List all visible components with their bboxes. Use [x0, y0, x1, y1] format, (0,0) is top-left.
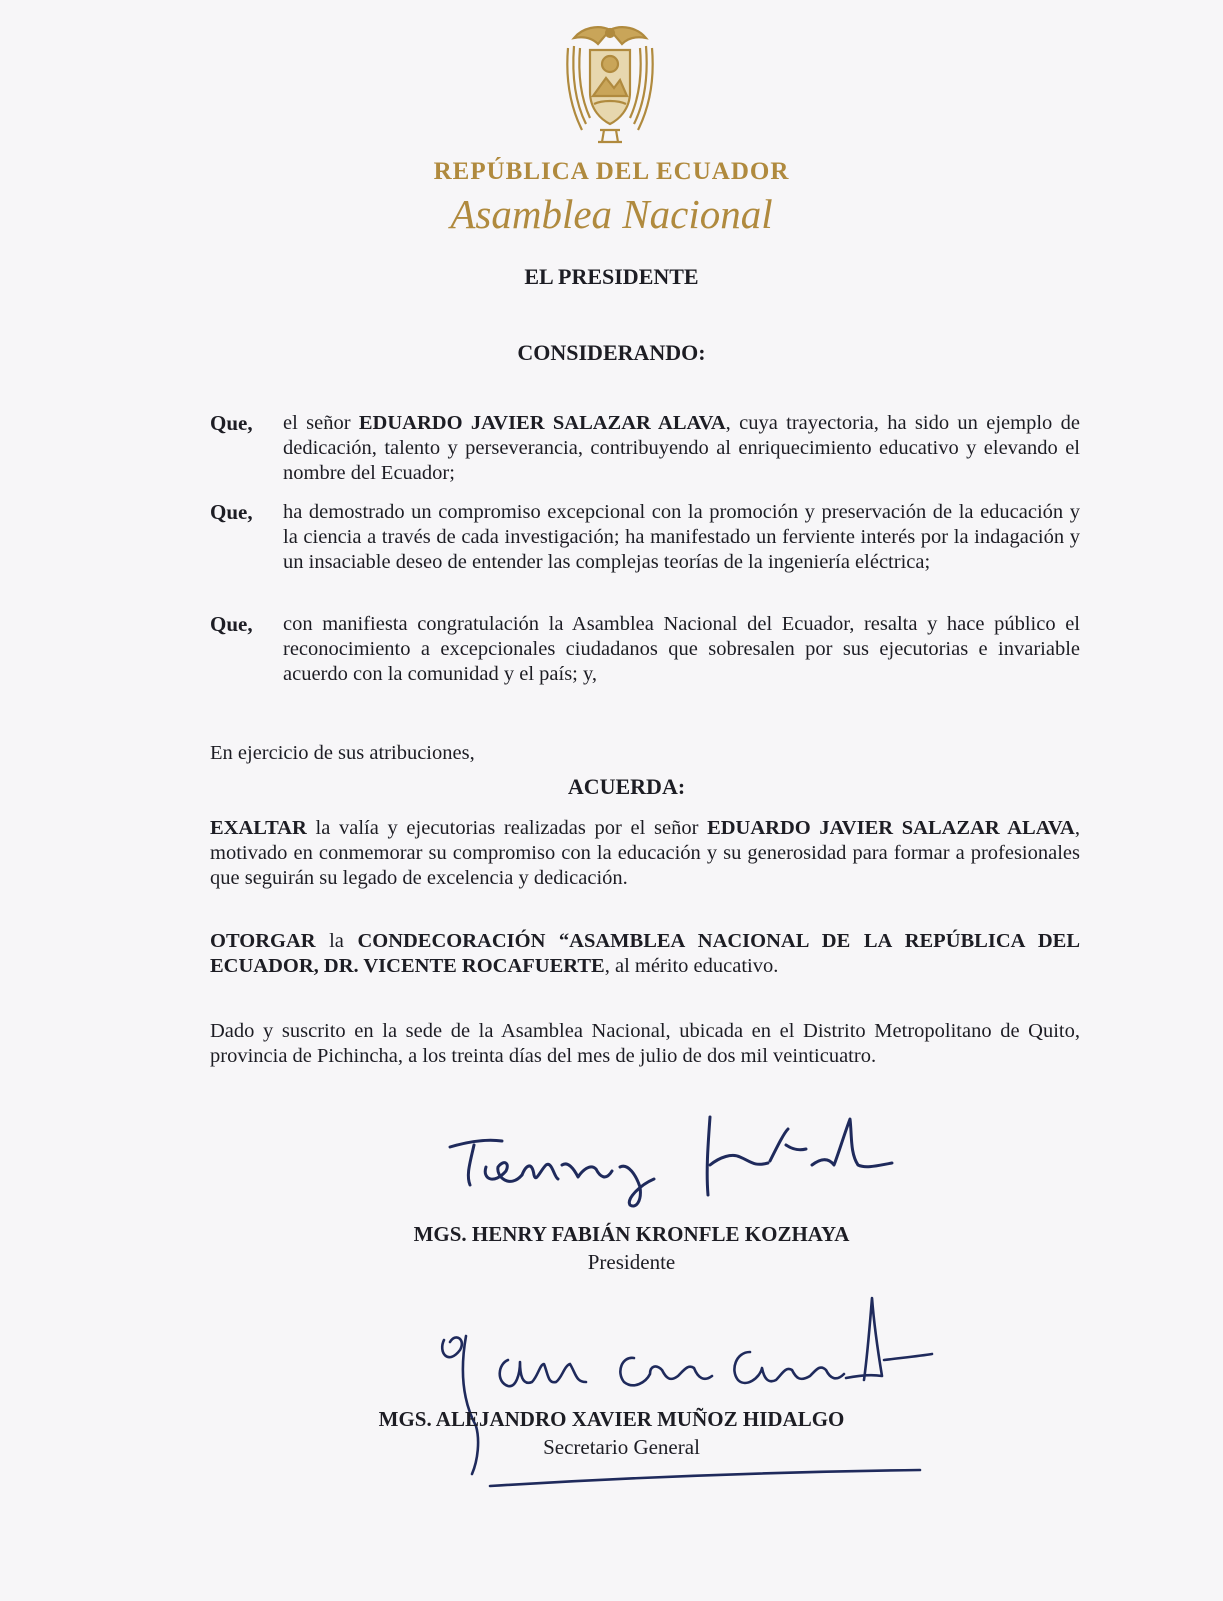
assembly-title: Asamblea Nacional — [450, 191, 773, 237]
president-name: MGS. HENRY FABIÁN KRONFLE KOZHAYA — [413, 1222, 850, 1246]
secretary-role: Secretario General — [543, 1435, 700, 1459]
exaltar-pre: la valía y ejecutorias realizadas por el señor — [306, 817, 708, 839]
exaltar-verb: EXALTAR — [210, 817, 307, 839]
considerando-heading: CONSIDERANDO: — [517, 340, 706, 365]
secretary-name: MGS. ALEJANDRO XAVIER MUÑOZ HIDALGO — [378, 1407, 845, 1431]
secretary-signature — [420, 1290, 940, 1490]
clause-text: con manifiesta congratulación la Asamblea Nacional del Ecuador, resalta y hace público el reconocimiento a excepcionales ciudadanos que sobresalen por sus ejecutorias e invariable acuerdo con la comunidad y el país; y, — [283, 613, 1080, 685]
otorgar-post: , al mérito educativo. — [604, 955, 779, 977]
clause-text-pre: el señor — [283, 412, 359, 434]
president-signature — [440, 1105, 920, 1215]
coat-of-arms-icon — [560, 22, 660, 147]
clause-3 — [210, 612, 1080, 687]
otorgar-verb: OTORGAR — [210, 930, 316, 952]
clause-label: Que, — [210, 500, 253, 524]
ejercicio-line: En ejercicio de sus atribuciones, — [210, 742, 475, 764]
clause-text: ha demostrado un compromiso excepcional con la promoción y preservación de la educación y la ciencia a través de cada investigación; ha manifestado un ferviente interés por la indagación y un insaciable deseo de entender las complejas teorías de la ingeniería eléctrica; — [283, 501, 1080, 573]
clause-2 — [210, 500, 1080, 575]
clause-label: Que, — [210, 411, 253, 435]
clause-text — [283, 411, 1080, 486]
exaltar-paragraph — [210, 816, 1080, 891]
clause-1 — [210, 411, 1080, 486]
republic-title: REPÚBLICA DEL ECUADOR — [433, 158, 790, 185]
honoree-name: EDUARDO JAVIER SALAZAR ALAVA — [358, 412, 726, 434]
acuerda-heading: ACUERDA: — [567, 774, 686, 799]
otorgar-paragraph — [210, 929, 1080, 979]
office-title: EL PRESIDENTE — [524, 264, 699, 289]
otorgar-mid: la — [315, 930, 358, 952]
dado-paragraph: Dado y suscrito en la sede de la Asamblea Nacional, ubicada en el Distrito Metropolitano de Quito, provincia de Pichincha, a los treinta días del mes de julio de dos mil veinticuatro. — [210, 1020, 1080, 1067]
clause-text-post: , cuya trayectoria, ha sido un ejemplo de dedicación, talento y perseverancia, contribuyendo al enriquecimiento educativo y elevando el nombre del Ecuador; — [283, 412, 1080, 484]
clause-label: Que, — [210, 612, 253, 636]
exaltar-post: , motivado en conmemorar su compromiso con la educación y su generosidad para formar a profesionales que seguirán su legado de excelencia y dedicación. — [210, 817, 1080, 889]
honoree-name: EDUARDO JAVIER SALAZAR ALAVA — [707, 817, 1075, 839]
award-name: CONDECORACIÓN “ASAMBLEA NACIONAL DE LA REPÚBLICA DEL ECUADOR, DR. VICENTE ROCAFUERTE — [210, 930, 1081, 977]
president-role: Presidente — [587, 1250, 676, 1274]
